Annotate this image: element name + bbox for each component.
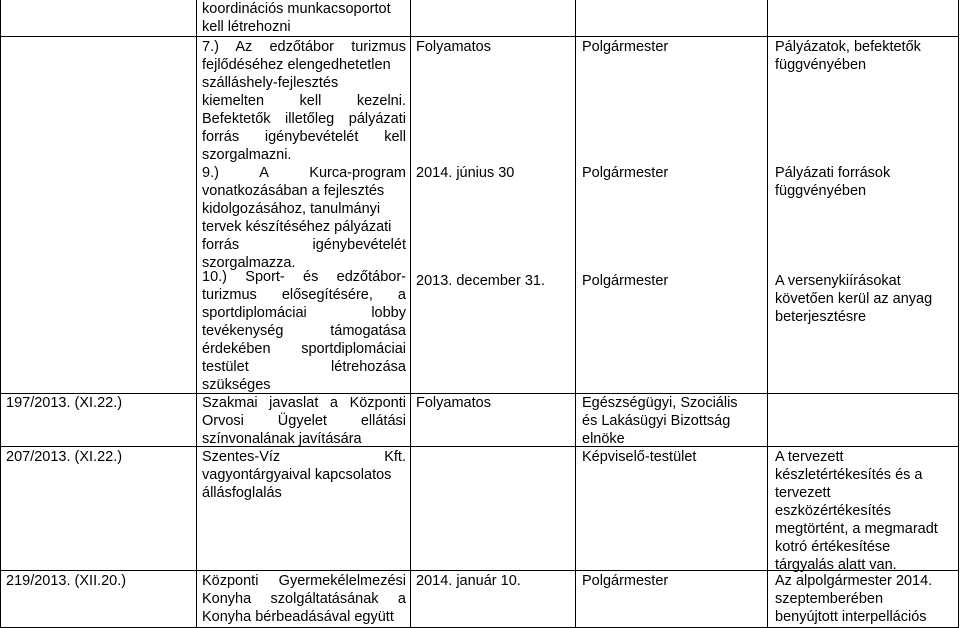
- note-cell: [775, 572, 955, 626]
- deadline-text: Folyamatos: [416, 39, 491, 55]
- task-text-line: szálláshely-fejlesztés: [202, 75, 339, 91]
- task-text-line: testület létrehozása: [202, 359, 406, 375]
- task-text-line: színvonalának javítására: [202, 431, 362, 447]
- responsible-text: Polgármester: [582, 39, 669, 55]
- responsible-cell: [582, 272, 764, 290]
- note-text-line: megtörtént, a megmaradt: [775, 521, 938, 537]
- task-text-line: Szentes-Víz Kft.: [202, 449, 406, 465]
- task-text-line: tervek készítéséhez pályázati: [202, 219, 392, 235]
- task-text-line: érdekében sportdiplomáciai: [202, 341, 406, 357]
- responsible-cell: [582, 164, 764, 182]
- table-left-border: [0, 0, 1, 628]
- resolution-number-text: 219/2013. (XII.20.): [6, 573, 127, 589]
- task-text-line: Szakmai javaslat a Központi: [202, 395, 406, 411]
- task-text-line: Központi Gyermekélelmezési: [202, 573, 406, 589]
- deadline-text: 2013. december 31.: [416, 273, 545, 289]
- task-cell: [202, 38, 406, 164]
- task-text-line: kidolgozásához, tanulmányi: [202, 201, 381, 217]
- responsible-text-line: és Lakásügyi Bizottság: [582, 413, 731, 429]
- resolution-number-text: 197/2013. (XI.22.): [6, 395, 123, 411]
- table-row: [202, 0, 406, 36]
- task-text-line: forrás igénybevételét: [202, 237, 406, 253]
- note-text-line: készletértékesítés és a: [775, 467, 923, 483]
- task-text-line: szorgalmazza.: [202, 255, 296, 271]
- task-text-line: Befektetők illetőleg pályázati: [202, 111, 406, 127]
- note-text-line: benyújtott interpellációs: [775, 609, 927, 625]
- deadline-cell: [416, 272, 571, 290]
- deadline-text: 2014. január 10.: [416, 573, 521, 589]
- note-text-line: függvényében: [775, 183, 867, 199]
- task-cell: [202, 448, 406, 502]
- task-text-line: koordinációs munkacsoportot: [202, 1, 391, 17]
- note-cell: [775, 164, 955, 200]
- row-divider-3: [0, 446, 959, 447]
- task-text-line: 9.) A Kurca-program: [202, 165, 406, 181]
- note-cell: [775, 38, 955, 74]
- responsible-cell: [582, 394, 764, 448]
- task-text-line: állásfoglalás: [202, 485, 282, 501]
- responsible-text: Polgármester: [582, 273, 669, 289]
- task-cell: [202, 572, 406, 626]
- responsible-text: Képviselő-testület: [582, 449, 697, 465]
- task-text-line: kiemelten kell kezelni.: [202, 93, 406, 109]
- note-text-line: Pályázati források: [775, 165, 891, 181]
- task-text-line: sportdiplomáciai lobby: [202, 305, 406, 321]
- column-divider-3: [575, 0, 576, 628]
- column-divider-1: [196, 0, 197, 628]
- note-text-line: Pályázatok, befektetők: [775, 39, 921, 55]
- task-text-line: Orvosi Ügyelet ellátási: [202, 413, 406, 429]
- responsible-cell: [582, 448, 764, 466]
- note-cell: [775, 448, 955, 574]
- column-divider-2: [410, 0, 411, 628]
- note-text-line: szeptemberében: [775, 591, 884, 607]
- task-cell: [202, 394, 406, 448]
- note-text-line: követően kerül az anyag: [775, 291, 933, 307]
- note-text-line: tárgyalás alatt van.: [775, 557, 897, 573]
- task-text-line: kell létrehozni: [202, 19, 291, 35]
- note-text-line: függvényében: [775, 57, 867, 73]
- responsible-text: Polgármester: [582, 165, 669, 181]
- responsible-text-line: elnöke: [582, 431, 625, 447]
- deadline-cell: [416, 572, 571, 590]
- note-text-line: eszközértékesítés: [775, 503, 892, 519]
- task-text-line: Konyha bérbeadásával együtt: [202, 609, 394, 625]
- responsible-cell: [582, 38, 764, 56]
- table-right-border: [958, 0, 959, 628]
- task-text-line: forrás igénybevételét kell: [202, 129, 406, 145]
- task-text-line: turizmus elősegítésére, a: [202, 287, 406, 303]
- deadline-cell: [416, 38, 571, 56]
- task-text-line: szükséges: [202, 377, 271, 393]
- responsible-text: Polgármester: [582, 573, 669, 589]
- task-text-line: 7.) Az edzőtábor turizmus: [202, 39, 406, 55]
- task-text-line: szorgalmazni.: [202, 147, 292, 163]
- note-text-line: Az alpolgármester 2014.: [775, 573, 933, 589]
- task-text-line: fejlődéséhez elengedhetetlen: [202, 57, 391, 73]
- task-text-line: vonatkozásában a fejlesztés: [202, 183, 385, 199]
- deadline-cell: [416, 164, 571, 182]
- note-text-line: A versenykiírásokat: [775, 273, 901, 289]
- resolution-number: [6, 394, 192, 412]
- note-text-line: A tervezett: [775, 449, 844, 465]
- deadline-text: 2014. június 30: [416, 165, 515, 181]
- resolution-number: [6, 448, 192, 466]
- resolution-number: [6, 572, 192, 590]
- row-divider-1: [0, 36, 959, 37]
- deadline-cell: [416, 394, 571, 412]
- task-text-line: vagyontárgyaival kapcsolatos: [202, 467, 392, 483]
- task-cell: [202, 164, 406, 272]
- column-divider-4: [767, 0, 768, 628]
- task-text-line: tevékenység támogatása: [202, 323, 406, 339]
- responsible-text-line: Egészségügyi, Szociális: [582, 395, 738, 411]
- note-text-line: tervezett: [775, 485, 831, 501]
- note-text-line: kotró értékesítése: [775, 539, 891, 555]
- task-text-line: Konyha szolgáltatásának a: [202, 591, 406, 607]
- resolution-number-text: 207/2013. (XI.22.): [6, 449, 123, 465]
- task-text-line: 10.) Sport- és edzőtábor-: [202, 269, 406, 285]
- deadline-text: Folyamatos: [416, 395, 491, 411]
- responsible-cell: [582, 572, 764, 590]
- note-text-line: beterjesztésre: [775, 309, 867, 325]
- task-cell: [202, 268, 406, 394]
- note-cell: [775, 272, 955, 326]
